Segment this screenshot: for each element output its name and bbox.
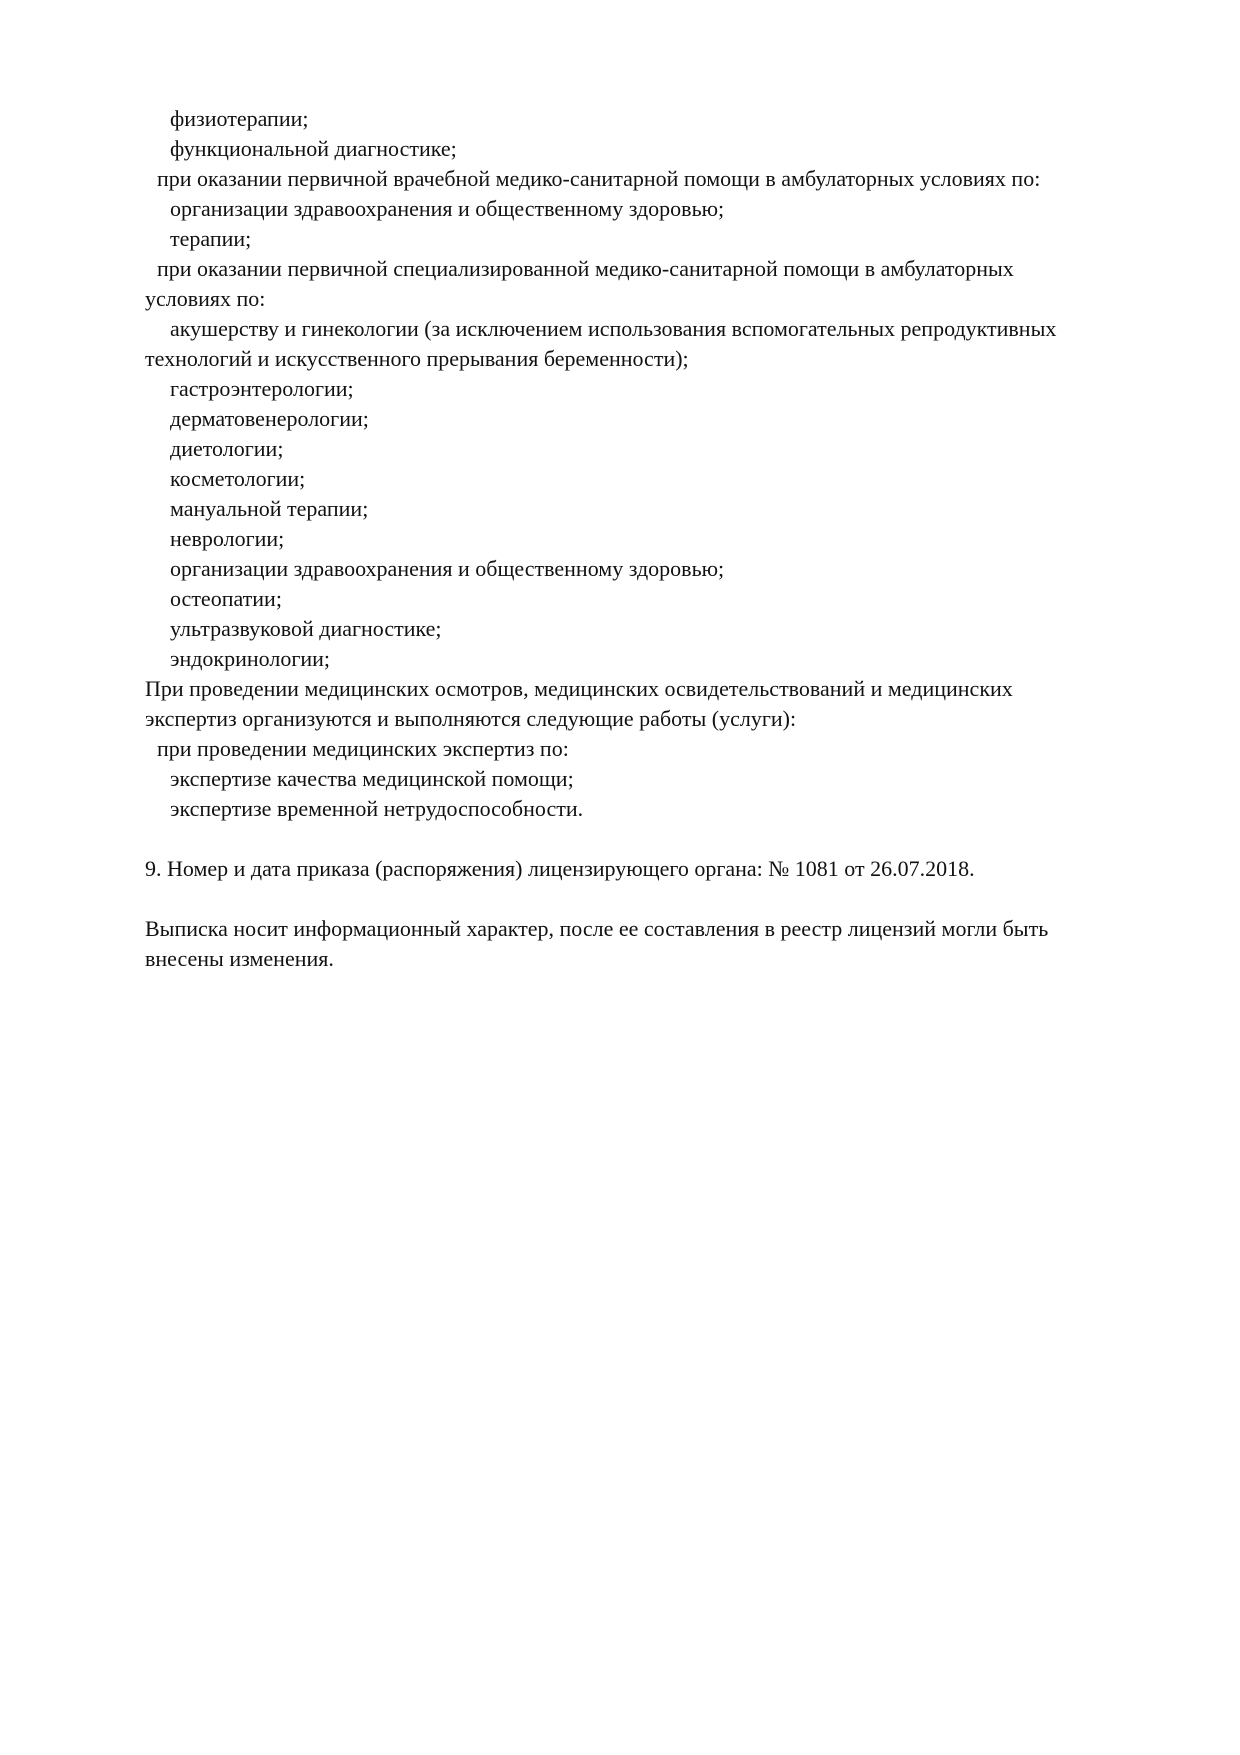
section-header: при проведении медицинских экспертиз по: — [157, 736, 569, 761]
list-item: ультразвуковой диагностике; — [170, 616, 442, 641]
list-item: мануальной терапии; — [170, 496, 369, 521]
list-item: организации здравоохранения и общественному здоровью; — [170, 196, 725, 221]
spacer — [145, 884, 1185, 914]
list-item: экспертизе качества медицинской помощи; — [170, 766, 574, 791]
paragraph-continuation: экспертиз организуются и выполняются следующие работы (услуги): — [145, 706, 797, 731]
list-item: диетологии; — [170, 436, 284, 461]
list-item: косметологии; — [170, 466, 306, 491]
list-item: дерматовенерологии; — [170, 406, 369, 431]
list-item-continuation: технологий и искусственного прерывания беременности); — [145, 346, 689, 371]
list-item: терапии; — [170, 226, 252, 251]
list-item: экспертизе временной нетрудоспособности. — [170, 796, 584, 821]
paragraph: При проведении медицинских осмотров, медицинских освидетельствований и медицинских — [145, 676, 1013, 701]
list-item: функциональной диагностике; — [170, 136, 457, 161]
section-header: при оказании первичной врачебной медико-санитарной помощи в амбулаторных условиях по: — [157, 166, 1041, 191]
list-item: неврологии; — [170, 526, 285, 551]
section-header-continuation: условиях по: — [145, 286, 266, 311]
disclaimer-continuation: внесены изменения. — [145, 946, 334, 971]
spacer — [145, 824, 1185, 854]
list-item: гастроэнтерологии; — [170, 376, 354, 401]
disclaimer: Выписка носит информационный характер, после ее составления в реестр лицензий могли быть — [145, 916, 1049, 941]
order-number-line: 9. Номер и дата приказа (распоряжения) лицензирующего органа: № 1081 от 26.07.2018. — [145, 856, 975, 881]
section-header: при оказании первичной специализированной медико-санитарной помощи в амбулаторных — [157, 256, 1014, 281]
list-item: остеопатии; — [170, 586, 282, 611]
document-page — [145, 104, 1185, 974]
list-item: физиотерапии; — [170, 106, 309, 131]
list-item: эндокринологии; — [170, 646, 331, 671]
list-item: организации здравоохранения и общественному здоровью; — [170, 556, 725, 581]
list-item: акушерству и гинекологии (за исключением использования вспомогательных репродуктивных — [170, 316, 1057, 341]
